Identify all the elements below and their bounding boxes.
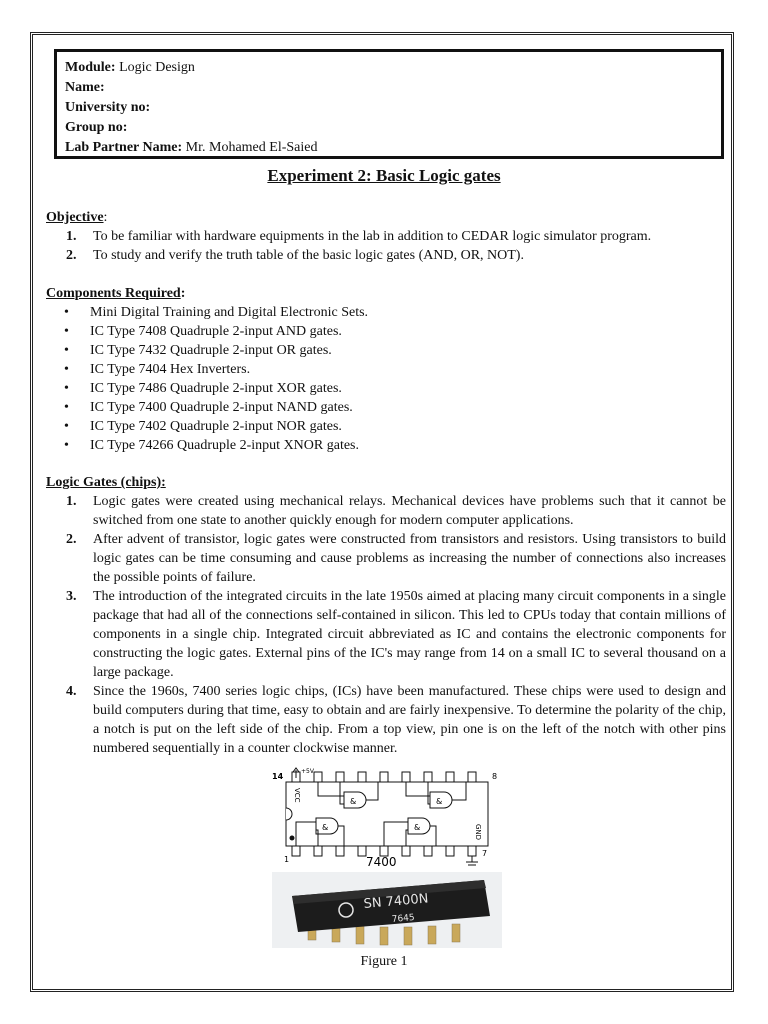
gate-symbol: &: [436, 797, 443, 806]
list-item: 1. To be familiar with hardware equipments in the lab in addition to CEDAR logic simulator program.: [66, 229, 652, 244]
component-text: IC Type 74266 Quadruple 2-input XNOR gates.: [90, 438, 360, 453]
chip-date-code: 7645: [391, 913, 416, 925]
document-title: Experiment 2: Basic Logic gates: [267, 166, 501, 185]
objective-section: [46, 208, 726, 265]
components-heading: Components Required: [46, 286, 181, 301]
partner-value: Mr. Mohamed El-Saied: [185, 140, 318, 155]
chip-label: 7400: [366, 855, 397, 869]
list-item: • IC Type 7400 Quadruple 2-input NAND gates.: [64, 400, 353, 415]
chip-marking: SN 7400N: [363, 891, 430, 912]
pin-8-label: 8: [492, 772, 498, 781]
component-text: IC Type 7432 Quadruple 2-input OR gates.: [90, 343, 332, 358]
ic-7400-pinout-diagram: [270, 766, 510, 872]
component-text: Mini Digital Training and Digital Electronic Sets.: [90, 305, 369, 320]
list-item: • IC Type 7486 Quadruple 2-input XOR gates.: [64, 381, 342, 396]
vcc-label: VCC: [293, 788, 301, 803]
logic-gates-item-text: Since the 1960s, 7400 series logic chips, (ICs) have been manufactured. These chips were used to design and build computers during that time, easy to obtain and are fairly inexpensive. To determine the polarity of the chip, a notch is put on the left side of the chip. From a top view, pin one is on the left of the notch with other pins numbered sequentially in a counter clockwise manner.: [93, 684, 726, 756]
objective-heading: Objective: [46, 210, 104, 225]
group-label: Group no:: [65, 120, 128, 135]
objective-item-text: To study and verify the truth table of the basic logic gates (AND, OR, NOT).: [93, 248, 524, 263]
component-text: IC Type 7402 Quadruple 2-input NOR gates.: [90, 419, 342, 434]
university-line: [65, 98, 721, 118]
gate-symbol: &: [350, 797, 357, 806]
logic-gates-list: [46, 492, 726, 758]
components-colon: :: [180, 286, 186, 301]
group-line: [65, 118, 721, 138]
components-section: [46, 284, 726, 455]
module-value: Logic Design: [119, 60, 195, 75]
ic-chip-photo: [272, 872, 502, 948]
list-item: 1. Logic gates were created using mechanical relays. Mechanical devices have problems such that it cannot be switched from one state to another quickly enough for modern computer applications.: [66, 494, 726, 528]
list-item: • IC Type 7402 Quadruple 2-input NOR gates.: [64, 419, 342, 434]
objective-list: [46, 227, 726, 265]
list-item: 2. After advent of transistor, logic gates were constructed from transistors and resistors. Using transistors to build logic gates can be time consuming and cause problems as increasing the number of connections also increases the possible points of failure.: [66, 532, 726, 585]
figure-caption: Figure 1: [360, 954, 408, 969]
component-text: IC Type 7404 Hex Inverters.: [90, 362, 251, 377]
name-label: Name:: [65, 80, 105, 95]
list-item: 4. Since the 1960s, 7400 series logic chips, (ICs) have been manufactured. These chips were used to design and build computers during that time, easy to obtain and are fairly inexpensive. To determine the polarity of the chip, a notch is put on the left side of the chip. From a top view, pin one is on the left of the notch with other pins numbered sequentially in a counter clockwise manner.: [66, 684, 726, 756]
university-label: University no:: [65, 100, 151, 115]
objective-item-text: To be familiar with hardware equipments in the lab in addition to CEDAR logic simulator program.: [93, 229, 652, 244]
partner-label: Lab Partner Name:: [65, 140, 183, 155]
components-list: [46, 303, 726, 455]
logic-gates-heading: Logic Gates (chips):: [46, 475, 166, 490]
logic-gates-item-text: Logic gates were created using mechanical relays. Mechanical devices have problems such that it cannot be switched from one state to another quickly enough for modern computer applications.: [93, 494, 726, 528]
vcc-voltage-label: +5V: [301, 768, 314, 775]
module-line: [65, 58, 721, 78]
component-text: IC Type 7408 Quadruple 2-input AND gates.: [90, 324, 342, 339]
list-item: • IC Type 74266 Quadruple 2-input XNOR gates.: [64, 438, 360, 453]
list-item: 2. To study and verify the truth table of the basic logic gates (AND, OR, NOT).: [66, 248, 524, 263]
objective-colon: :: [103, 210, 108, 225]
gate-symbol: &: [322, 823, 329, 832]
component-text: IC Type 7400 Quadruple 2-input NAND gates.: [90, 400, 353, 415]
logic-gates-item-text: The introduction of the integrated circuits in the late 1950s aimed at placing many circuit components in a single package that had all of the connections self-contained in silicon. This led to CPUs today that contain millions of components in a single chip. Integrated circuit abbreviated as IC and contains the electronic components for constructing the logic gates. External pins of the IC's may range from 14 on a small IC to several thousand on a large package.: [93, 589, 726, 680]
header-info-box: [54, 49, 724, 159]
name-line: [65, 78, 721, 98]
component-text: IC Type 7486 Quadruple 2-input XOR gates.: [90, 381, 342, 396]
module-label: Module:: [65, 60, 116, 75]
pin-1-label: 1: [284, 855, 290, 864]
list-item: • Mini Digital Training and Digital Electronic Sets.: [64, 305, 369, 320]
list-item: • IC Type 7404 Hex Inverters.: [64, 362, 251, 377]
logic-gates-item-text: After advent of transistor, logic gates were constructed from transistors and resistors. Using transistors to build logic gates can be time consuming and cause problems as increasing the number of connections also increases the possible points of failure.: [93, 532, 726, 585]
list-item: • IC Type 7408 Quadruple 2-input AND gates.: [64, 324, 342, 339]
partner-line: [65, 138, 721, 158]
logic-gates-section: [46, 473, 726, 758]
list-item: • IC Type 7432 Quadruple 2-input OR gates.: [64, 343, 332, 358]
pin-14-label: 14: [272, 772, 284, 781]
list-item: 3. The introduction of the integrated circuits in the late 1950s aimed at placing many circuit components in a single package that had all of the connections self-contained in silicon. This led to CPUs today that contain millions of components in a single chip. Integrated circuit abbreviated as IC and contains the electronic components for constructing the logic gates. External pins of the IC's may range from 14 on a small IC to several thousand on a large package.: [66, 589, 726, 680]
gnd-label: GND: [474, 824, 482, 841]
gate-symbol: &: [414, 823, 421, 832]
pin-7-label: 7: [482, 849, 488, 858]
